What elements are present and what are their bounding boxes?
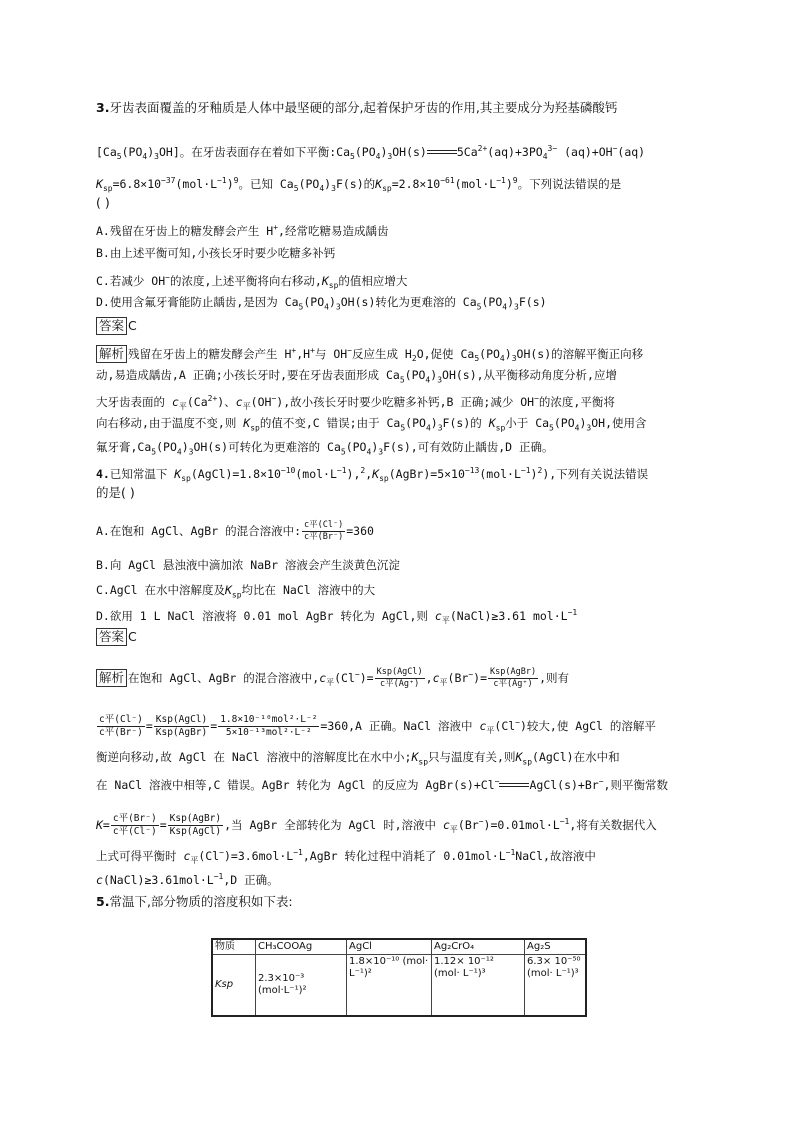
- table-header-cell: 物质: [212, 939, 256, 955]
- q3-option-c: C.若减少 OH−的浓度,上述平衡将向右移动$,K_{sp}$的值相应增大: [96, 273, 408, 291]
- answer-label: 答案: [96, 628, 127, 646]
- q3-stem-line2: $[Ca_5(PO_4)_3OH]$。在牙齿表面存在着如下平衡$:Ca_5(PO_4)_3OH(s)$ $5Ca^{2+}(aq)+3PO_4^{3-}$ (aq)+OH−(aq): [96, 144, 646, 162]
- table-cell: 1.12× 10⁻¹² (mol· L⁻¹)³: [432, 955, 525, 1017]
- q4-option-b: B.向 AgCl 悬浊液中滴加浓 NaBr 溶液会产生淡黄色沉淀: [96, 558, 400, 572]
- answer-label: 答案: [96, 317, 127, 335]
- q4-analysis-line5: K= $\frac{\text{c平(Br⁻)}}{\text{c平(Cl⁻)}}$ = $\frac{\text{Ksp(AgBr)}}{\text{Ksp(AgCl)}}$ ,当 AgBr 全部转化为 AgCl 时,溶液中 $c_平(Br^-)=0.01mol\cdot L^{-1}$,将有关数据代入: [96, 812, 657, 837]
- table-header-cell: CH₃COOAg: [256, 939, 347, 955]
- table-row: [212, 955, 586, 1017]
- q3-analysis-line3: 大牙齿表面的 $c_平(Ca^{2+})$、$c_平(OH^-)$,故小孩长牙时要少吃糖多补钙,B 正确;减少 OH−的浓度,平衡将: [96, 394, 615, 412]
- q3-analysis-line4: 向右移动,由于温度不变,则 $K_{sp}$的值不变,C 错误;由于 $Ca_5(PO_4)_3F(s)$的 $K_{sp}$小于 $Ca_5(PO_4)_3OH$,使用含: [96, 416, 647, 433]
- equilibrium-arrow: [427, 147, 457, 157]
- q4-option-a: A.在饱和 AgCl、AgBr 的混合溶液中: $\frac{\text{c平(Cl⁻)}}{\text{c平(Br⁻)}}$ =360: [96, 520, 374, 542]
- q3-analysis-line5: 氟牙膏$,Ca_5(PO_4)_3OH(s)$可转化为更难溶的 $Ca_5(PO_4)_3F(s)$,可有效防止龋齿,D 正确。: [96, 440, 554, 457]
- q3-number: 3.: [96, 100, 110, 115]
- q4-option-c: C.AgCl 在水中溶解度及$K_{sp}$均比在 NaCl 溶液中的大: [96, 583, 376, 600]
- q4-analysis-line1: 解析 在饱和 AgCl、AgBr 的混合溶液中$,c_平(Cl^-)=$ $\frac{\text{Ksp(AgCl)}}{\text{c平(Ag⁺)}}$ $,c_平(Br^-)=$ $\frac{\text{Ksp(AgBr)}}{\text{c平(Ag⁺)}}$ ,则有: [96, 665, 569, 693]
- table-cell: 6.3× 10⁻⁵⁰ (mol· L⁻¹)³: [525, 955, 587, 1017]
- q3-analysis-line2: 动,易造成龋齿,A 正确;小孩长牙时,要在牙齿表面形成 $Ca_5(PO_4)_3OH(s)$,从平衡移动角度分析,应增: [96, 368, 617, 385]
- q4-analysis-line7: $c(NaCl)\ge 3.61mol\cdot L^{-1},D$ 正确。: [96, 872, 279, 887]
- q3-answer-paren: ( ): [96, 195, 110, 210]
- table-row-label: Ksp: [212, 955, 256, 1017]
- q4-analysis-line4: 在 NaCl 溶液中相等,C 错误。AgBr 转化为 AgCl 的反应为 AgBr(s)+Cl− AgCl(s)+Br−,则平衡常数: [96, 777, 668, 792]
- q3-option-d: D.使用含氟牙膏能防止龋齿,是因为 $Ca_5(PO_4)_3OH(s)$转化为更难溶的 $Ca_5(PO_4)_3F(s)$: [96, 295, 547, 312]
- analysis-label: 解析: [96, 669, 127, 687]
- analysis-label: 解析: [96, 345, 127, 363]
- q4-analysis-line2: $\frac{\text{c平(Cl⁻)}}{\text{c平(Br⁻)}}$ = $\frac{\text{Ksp(AgCl)}}{\text{Ksp(AgBr)}}$ = $\frac{\text{1.8×10⁻¹⁰mol²·L⁻²}}{\text{5×10⁻¹³mol²·L⁻²}}$ =360,A 正确。NaCl 溶液中 $c_平(Cl^-)$较大,使 AgCl 的溶解平: [99, 713, 656, 738]
- q4-stem-line2: 的是( ): [96, 485, 135, 500]
- q4-analysis-line3: 衡逆向移动,故 AgCl 在 NaCl 溶液中的溶解度比在水中小$;K_{sp}$只与温度有关,则$K_{sp}(AgCl)$在水中和: [96, 750, 620, 767]
- q3-option-a: A.残留在牙齿上的糖发酵会产生 H+,经常吃糖易造成龋齿: [96, 223, 389, 238]
- q4-analysis-line6: 上式可得平衡时 $c_平(Cl^-)=3.6mol\cdot L^{-1},AgBr$ 转化过程中消耗了 $0.01mol\cdot L^{-1}NaCl$,故溶液中: [96, 848, 596, 866]
- equilibrium-arrow: [499, 780, 529, 790]
- table-header-cell: Ag₂CrO₄: [432, 939, 525, 955]
- q3-stem-line1: [96, 98, 617, 118]
- q3-analysis-line1: 解析 残留在牙齿上的糖发酵会产生 H+,H+与 OH−反应生成 $H_2O$,促使 $Ca_5(PO_4)_3OH(s)$的溶解平衡正向移: [96, 341, 643, 369]
- q4-answer: 答案 C: [96, 627, 137, 647]
- table-cell: 2.3×10⁻³ (mol·L⁻¹)²: [256, 955, 347, 1017]
- q3-answer: 答案 C: [96, 316, 137, 336]
- table-header-row: [212, 939, 586, 955]
- q4-stem-line1: 4.已知常温下 $K_{sp}(AgCl)=1.8\times 10^{-10}(mol\cdot L^{-1}),^2,K_{sp}(AgBr)=5\times 10^{-13}(mol\cdot L^{-1})^2$),下列有关说法错误: [96, 466, 649, 484]
- q3-stem-line3: $K_{sp}=6.8\times 10^{-37}(mol\cdot L^{-1})^9$。已知 $Ca_5(PO_4)_3F(s)$的$K_{sp}=2.8\times 10^{-61}(mol\cdot L^{-1})^9$。下列说法错误的是: [96, 176, 622, 194]
- ksp-table: [211, 938, 587, 1017]
- q4-option-d: D.欲用 1 L NaCl 溶液将 0.01 mol AgBr 转化为 AgCl,则 $c_平(NaCl)\ge 3.61$ $mol\cdot L^{-1}$: [96, 608, 578, 626]
- table-header-cell: AgCl: [347, 939, 432, 955]
- q3-option-b: B.由上述平衡可知,小孩长牙时要少吃糖多补钙: [96, 246, 336, 260]
- table-header-cell: Ag₂S: [525, 939, 587, 955]
- q3-stem-text: 牙齿表面覆盖的牙釉质是人体中最坚硬的部分,起着保护牙齿的作用,其主要成分为羟基磷酸钙: [109, 100, 618, 115]
- table-cell: 1.8×10⁻¹⁰ (mol· L⁻¹)²: [347, 955, 432, 1017]
- q5-stem: 5.常温下,部分物质的溶度积如下表:: [96, 894, 293, 909]
